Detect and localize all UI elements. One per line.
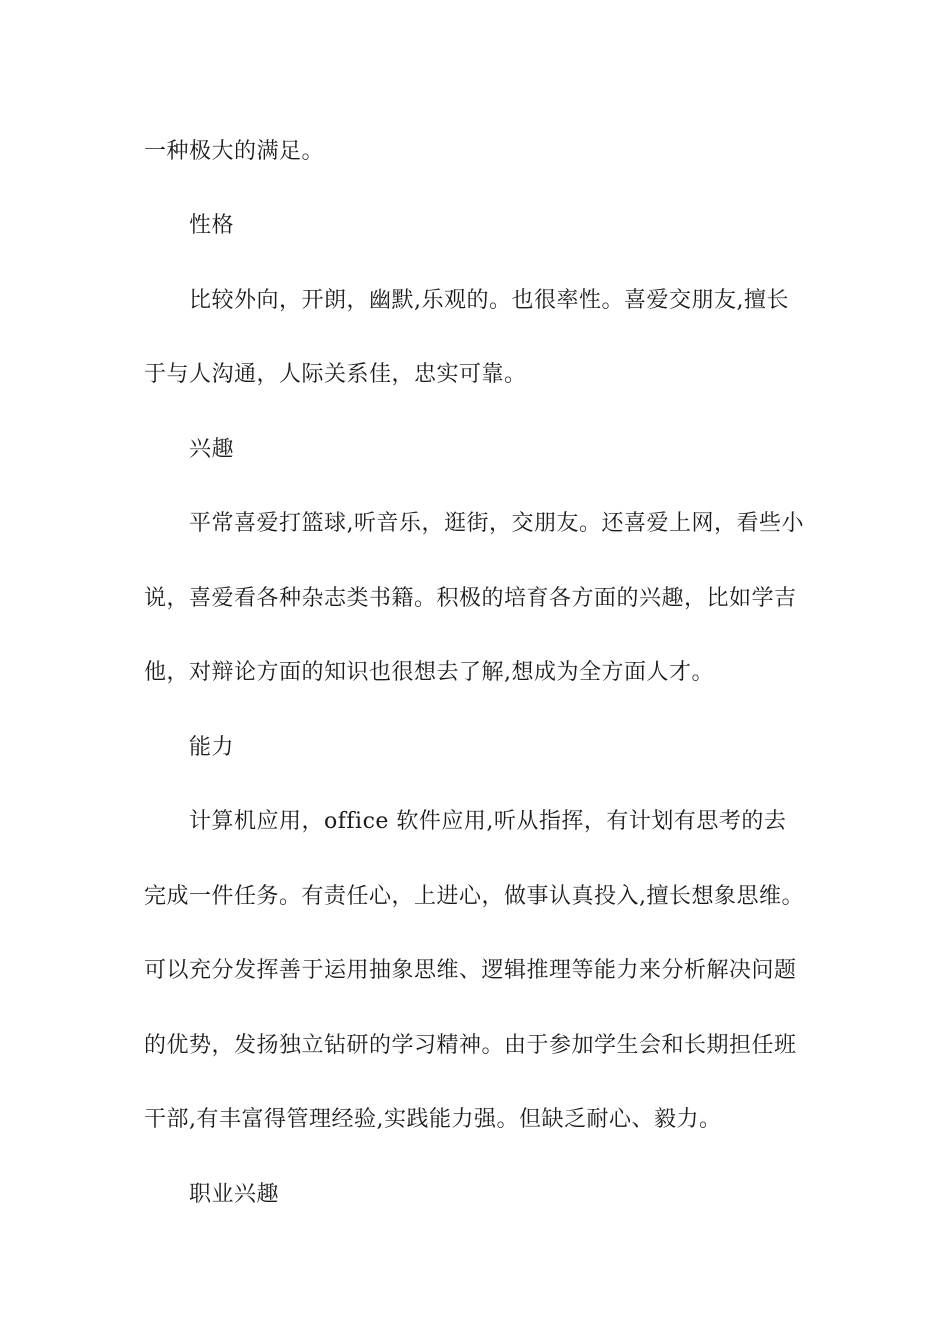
section-heading-abilities: 能力 bbox=[189, 735, 235, 760]
paragraph-line: 说，喜爱看各种杂志类书籍。积极的培育各方面的兴趣，比如学吉 bbox=[144, 586, 797, 611]
paragraph-line: 于与人沟通，人际关系佳，忠实可靠。 bbox=[144, 362, 527, 387]
section-heading-career-interests: 职业兴趣 bbox=[189, 1182, 280, 1207]
paragraph-line: 可以充分发挥善于运用抽象思维、逻辑推理等能力来分析解决问题 bbox=[144, 958, 797, 983]
paragraph-line: 他，对辩论方面的知识也很想去了解,想成为全方面人才。 bbox=[144, 660, 714, 685]
paragraph-line: 一种极大的满足。 bbox=[144, 139, 325, 164]
paragraph-line: 计算机应用，office 软件应用,听从指挥，有计划有思考的去 bbox=[189, 809, 787, 834]
section-heading-personality: 性格 bbox=[189, 213, 235, 238]
section-heading-interests: 兴趣 bbox=[189, 437, 235, 462]
paragraph-line: 平常喜爱打篮球,听音乐，逛街，交朋友。还喜爱上网，看些小 bbox=[189, 511, 804, 536]
paragraph-line: 比较外向，开朗，幽默,乐观的。也很率性。喜爱交朋友,擅长 bbox=[189, 288, 789, 313]
paragraph-line: 干部,有丰富得管理经验,实践能力强。但缺乏耐心、毅力。 bbox=[144, 1107, 722, 1132]
paragraph-line: 完成一件任务。有责任心，上进心，做事认真投入,擅长想象思维。 bbox=[144, 884, 804, 909]
paragraph-line: 的优势，发扬独立钻研的学习精神。由于参加学生会和长期担任班 bbox=[144, 1033, 797, 1058]
